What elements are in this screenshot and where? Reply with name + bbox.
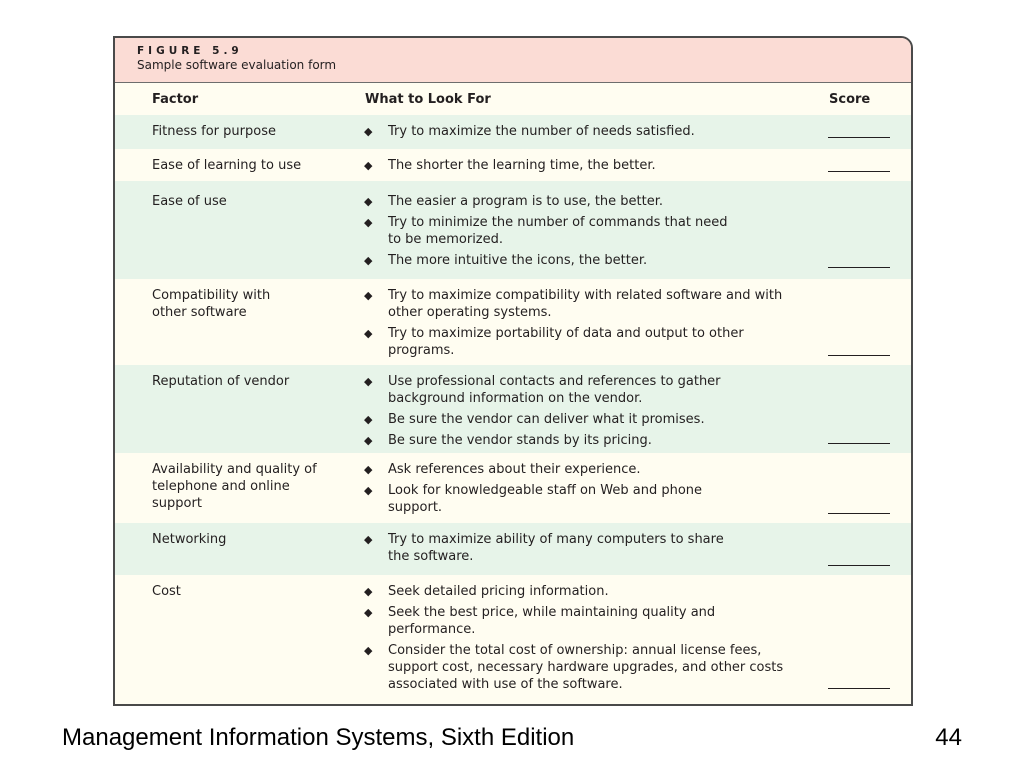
diamond-bullet-icon: ◆ <box>364 484 373 497</box>
criterion-item: ◆ Consider the total cost of ownership: annual license fees, support cost, necessary hardware upgrades, and other costs associated with use of the software. <box>364 643 784 692</box>
row-criteria <box>364 583 794 697</box>
figure-caption: Sample software evaluation form <box>137 58 337 72</box>
diamond-bullet-icon: ◆ <box>364 195 373 208</box>
column-header-score: Score <box>829 92 871 107</box>
table-row <box>115 453 911 523</box>
diamond-bullet-icon: ◆ <box>364 125 373 138</box>
row-factor: Compatibility with other software <box>152 288 271 320</box>
criterion-item: ◆ Try to maximize ability of many computers to share the software. <box>364 532 724 564</box>
row-criteria <box>364 193 744 273</box>
figure-header <box>115 38 911 83</box>
diamond-bullet-icon: ◆ <box>364 606 373 619</box>
score-blank <box>828 137 890 138</box>
row-criteria <box>364 287 784 363</box>
row-factor: Ease of use <box>152 194 227 209</box>
table-row <box>115 115 911 149</box>
table-row <box>115 149 911 181</box>
column-header-what: What to Look For <box>365 92 491 107</box>
criterion-item: ◆ The more intuitive the icons, the better. <box>364 253 648 268</box>
criterion-item: ◆ Try to maximize compatibility with related software and with other operating systems. <box>364 288 783 320</box>
diamond-bullet-icon: ◆ <box>364 289 373 302</box>
criterion-item: ◆ Try to maximize the number of needs satisfied. <box>364 124 695 139</box>
figure-label: FIGURE 5.9 <box>137 45 243 57</box>
row-criteria <box>364 531 734 569</box>
row-factor: Fitness for purpose <box>152 124 276 139</box>
diamond-bullet-icon: ◆ <box>364 216 373 229</box>
diamond-bullet-icon: ◆ <box>364 644 373 657</box>
row-criteria <box>364 461 704 520</box>
column-header-row <box>115 83 911 115</box>
row-factor: Ease of learning to use <box>152 158 302 173</box>
row-criteria <box>364 123 804 144</box>
table-row <box>115 279 911 365</box>
score-blank <box>828 355 890 356</box>
footer-book-title: Management Information Systems, Sixth Edition <box>62 724 575 751</box>
diamond-bullet-icon: ◆ <box>364 159 373 172</box>
diamond-bullet-icon: ◆ <box>364 413 373 426</box>
criterion-item: ◆ Seek detailed pricing information. <box>364 584 609 599</box>
score-blank <box>828 513 890 514</box>
criterion-item: ◆ Ask references about their experience. <box>364 462 641 477</box>
score-blank <box>828 443 890 444</box>
row-criteria <box>364 157 804 178</box>
criterion-item: ◆ The easier a program is to use, the better. <box>364 194 664 209</box>
criterion-item: ◆ Look for knowledgeable staff on Web and phone support. <box>364 483 703 515</box>
table-row <box>115 365 911 453</box>
criterion-item: ◆ Seek the best price, while maintaining quality and performance. <box>364 605 716 637</box>
row-factor: Availability and quality of telephone and online support <box>152 462 317 511</box>
row-factor: Networking <box>152 532 227 547</box>
score-blank <box>828 171 890 172</box>
table-row <box>115 575 911 706</box>
diamond-bullet-icon: ◆ <box>364 254 373 267</box>
criterion-item: ◆ The shorter the learning time, the better. <box>364 158 656 173</box>
figure-panel <box>113 36 913 706</box>
score-blank <box>828 565 890 566</box>
score-blank <box>828 688 890 689</box>
diamond-bullet-icon: ◆ <box>364 585 373 598</box>
diamond-bullet-icon: ◆ <box>364 463 373 476</box>
score-blank <box>828 267 890 268</box>
table-row <box>115 523 911 575</box>
row-criteria <box>364 373 764 453</box>
criterion-item: ◆ Use professional contacts and references to gather background information on the vendor. <box>364 374 721 406</box>
column-header-factor: Factor <box>152 92 199 107</box>
page-number: 44 <box>935 724 962 751</box>
table-row <box>115 181 911 279</box>
diamond-bullet-icon: ◆ <box>364 434 373 447</box>
criterion-item: ◆ Try to minimize the number of commands that need to be memorized. <box>364 215 728 247</box>
row-factor: Cost <box>152 584 181 599</box>
diamond-bullet-icon: ◆ <box>364 375 373 388</box>
diamond-bullet-icon: ◆ <box>364 533 373 546</box>
criterion-item: ◆ Be sure the vendor stands by its pricing. <box>364 433 652 448</box>
criterion-item: ◆ Try to maximize portability of data and output to other programs. <box>364 326 744 358</box>
diamond-bullet-icon: ◆ <box>364 327 373 340</box>
row-factor: Reputation of vendor <box>152 374 290 389</box>
criterion-item: ◆ Be sure the vendor can deliver what it promises. <box>364 412 705 427</box>
